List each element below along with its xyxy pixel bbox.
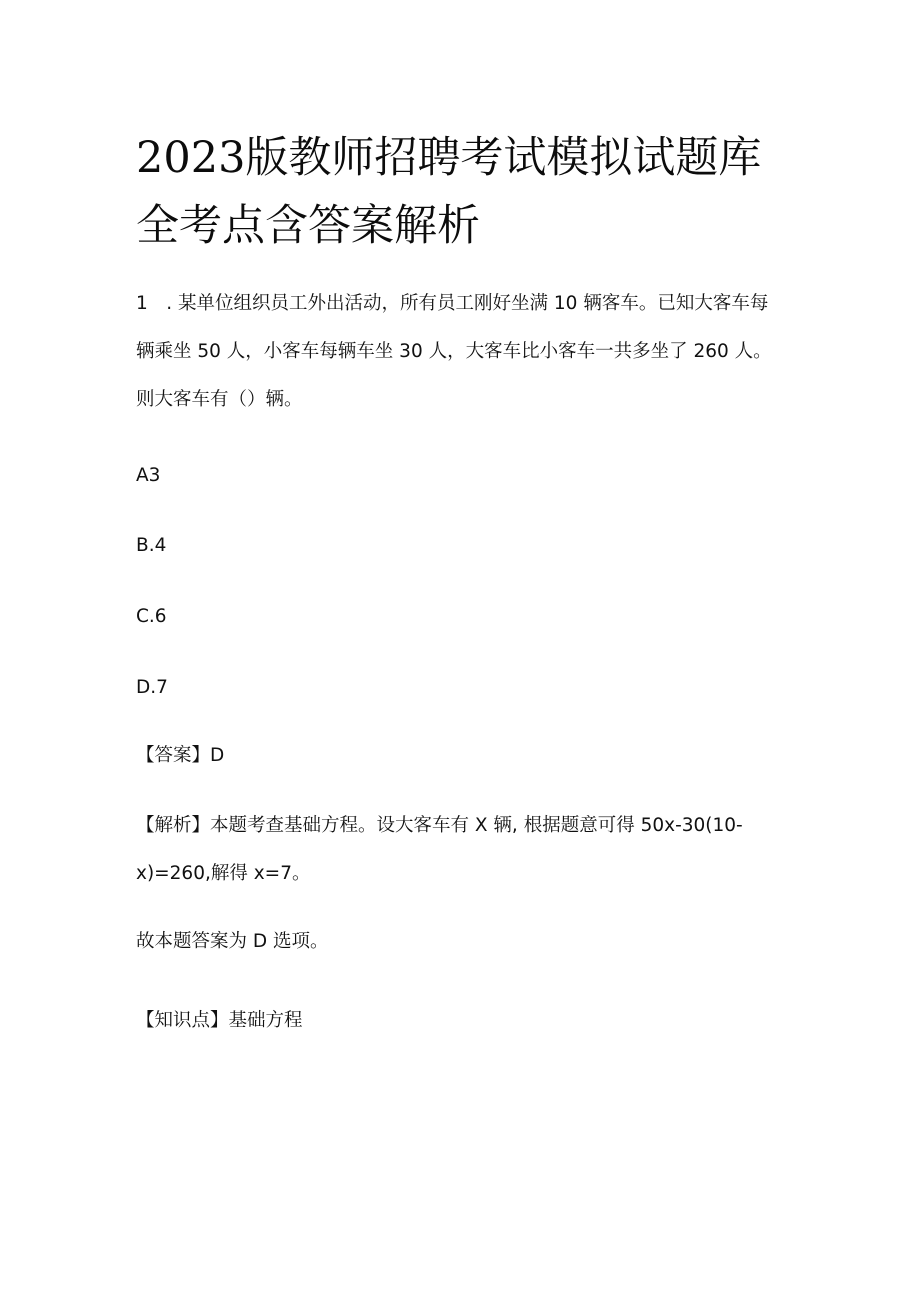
option-b: B.4	[136, 535, 167, 556]
analysis-paragraph: 【解析】本题考查基础方程。设大客车有 X 辆, 根据题意可得 50x-30(10-x)=260,解得 x=7。	[136, 815, 743, 884]
document-title: 2023版教师招聘考试模拟试题库全考点含答案解析	[136, 133, 762, 251]
conclusion-line: 故本题答案为 D 选项。	[136, 931, 329, 952]
question-text: 1 . 某单位组织员工外出活动，所有员工刚好坐满 10 辆客车。已知大客车每辆乘坐 50 人，小客车每辆车坐 30 人，大客车比小客车一共多坐了 260 人。则大客车有（）辆。	[136, 293, 772, 410]
option-d: D.7	[136, 677, 168, 698]
knowledge-point: 【知识点】基础方程	[136, 1010, 303, 1031]
option-c: C.6	[136, 606, 167, 627]
option-a: A3	[136, 465, 161, 486]
answer-line: 【答案】D	[136, 745, 225, 766]
